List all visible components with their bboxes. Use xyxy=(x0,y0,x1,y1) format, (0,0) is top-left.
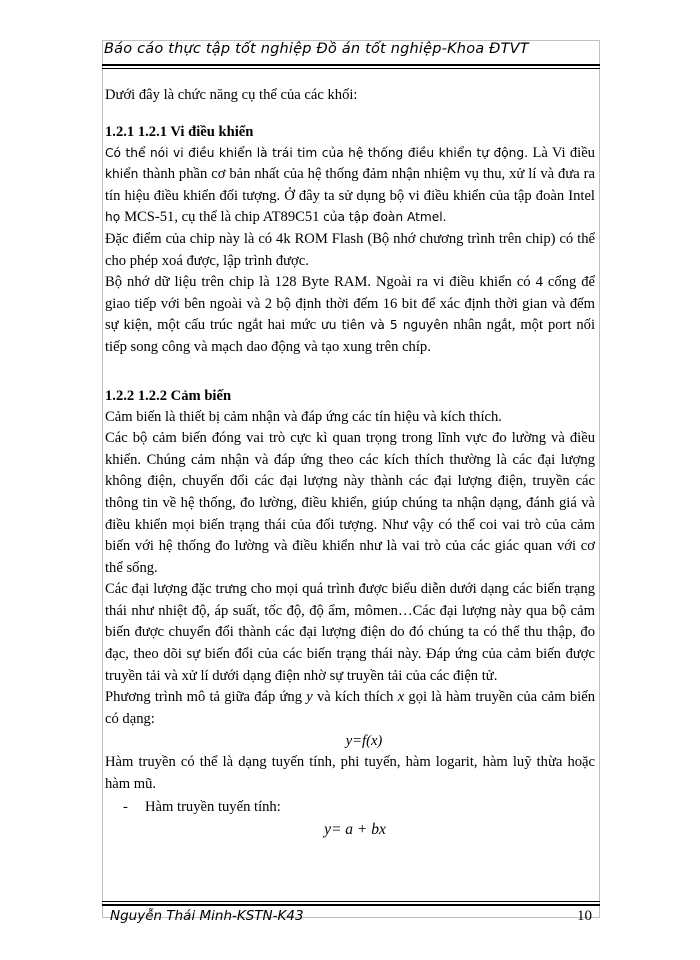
text-run: của tập đoàn Atmel. xyxy=(323,210,447,225)
page-number: 10 xyxy=(577,908,592,924)
header-rule xyxy=(102,64,600,66)
footer-rule xyxy=(102,901,600,902)
microcontroller-paragraph-3: Bộ nhớ dữ liệu trên chip là 128 Byte RAM. Ngoài ra vi điều khiển có 4 cổng để giao tiếp với bên ngoài và 2 bộ định thời đếm 16 bit để xác định thời gian và đếm sự kiện, một cấu trúc ngắt hai mức ưu tiên và 5 nguyên nhân ngắt, một port nối tiếp song công và mạch dao động và tạo xung trên chíp. xyxy=(105,274,596,355)
page-header: Báo cáo thực tập tốt nghiệp Đồ án tốt nghiệp-Khoa ĐTVT xyxy=(104,41,529,57)
text-run: Là Vi điều xyxy=(532,144,595,161)
formula-linear: y= a + bx xyxy=(324,820,386,838)
footer-author: Nguyễn Thái Minh-KSTN-K43 xyxy=(110,908,304,924)
text-run: thành phần cơ bản nhất của hệ thống đảm nhận nhiệm vụ thu, xử lí và đưa ra tín hiệu điều khiển đối tượng. Ở đây ta sử dụng bộ vi điều khiển của tập đoàn Intel xyxy=(105,166,595,204)
bullet-linear-transfer: - Hàm truyền tuyến tính: xyxy=(123,798,281,815)
section-heading-sensor: 1.2.2 1.2.2 Cảm biến xyxy=(105,387,232,404)
sensor-paragraph-1: Cảm biến là thiết bị cảm nhận và đáp ứng các tín hiệu và kích thích. xyxy=(105,408,502,425)
text-run: MCS-51, cụ thể là chip AT89C51 xyxy=(124,209,324,226)
section-heading-microcontroller: 1.2.1 1.2.1 Vi điều khiển xyxy=(105,123,254,140)
sensor-paragraph-3: Các đại lượng đặc trưng cho mọi quá trình được biểu diễn dưới dạng các biến trạng thái như nhiệt độ, áp suất, tốc độ, độ ẩm, mômen…Các đại lượng này qua bộ cảm biến được chuyển đổi thành các đại lượng điện do đó chúng ta có thể thu thập, đo đạc, theo dõi sự biến đổi của các biến trạng thái này. Đáp ứng của cảm biến được truyền tải và xử lí dưới dạng điện nhờ sự truyền tải của các điện tử. xyxy=(105,581,595,684)
text-run: khiển xyxy=(105,167,143,182)
text-run: Có thể nói vi điều khiển là trái tim của hệ thống điều khiển tự động. xyxy=(105,145,533,160)
formula-transfer-function: y=f(x) xyxy=(345,733,383,750)
sensor-paragraph-5: Hàm truyền có thể là dạng tuyến tính, phi tuyến, hàm logarit, hàm luỹ thừa hoặc hàm mũ. xyxy=(105,754,595,793)
microcontroller-paragraph-1 xyxy=(105,143,595,229)
header-rule-thin xyxy=(102,68,600,69)
sensor-paragraph-2: Các bộ cảm biến đóng vai trò cực kì quan trọng trong lĩnh vực đo lường và điều khiển. Chúng cảm nhận và đáp ứng theo các kích thích thường là các đại lượng không điện, chuyển đổi các đại lượng này thành các đại lượng điện, truyền các thông tin về hệ thống, đo lường, điều khiển, giúp chúng ta nhận dạng, đánh giá và điều khiển mọi biến trạng thái của đối tượng. Như vậy có thể coi vai trò của cảm biến với hệ thống đo lường và điều khiển như là vai trò của các giác quan với cơ thể sống. xyxy=(105,430,595,576)
microcontroller-paragraph-2: Đặc điểm của chip này là có 4k ROM Flash (Bộ nhớ chương trình trên chip) có thể cho phép xoá được, lập trình được. xyxy=(105,230,595,269)
footer-rule-thick xyxy=(102,904,600,906)
intro-paragraph: Dưới đây là chức năng cụ thể của các khối: xyxy=(105,87,358,103)
document-body xyxy=(105,85,595,842)
text-run: họ xyxy=(105,210,125,225)
sensor-paragraph-4: Phương trình mô tả giữa đáp ứng y và kích thích x gọi là hàm truyền của cảm biến có dạng: xyxy=(105,689,595,727)
